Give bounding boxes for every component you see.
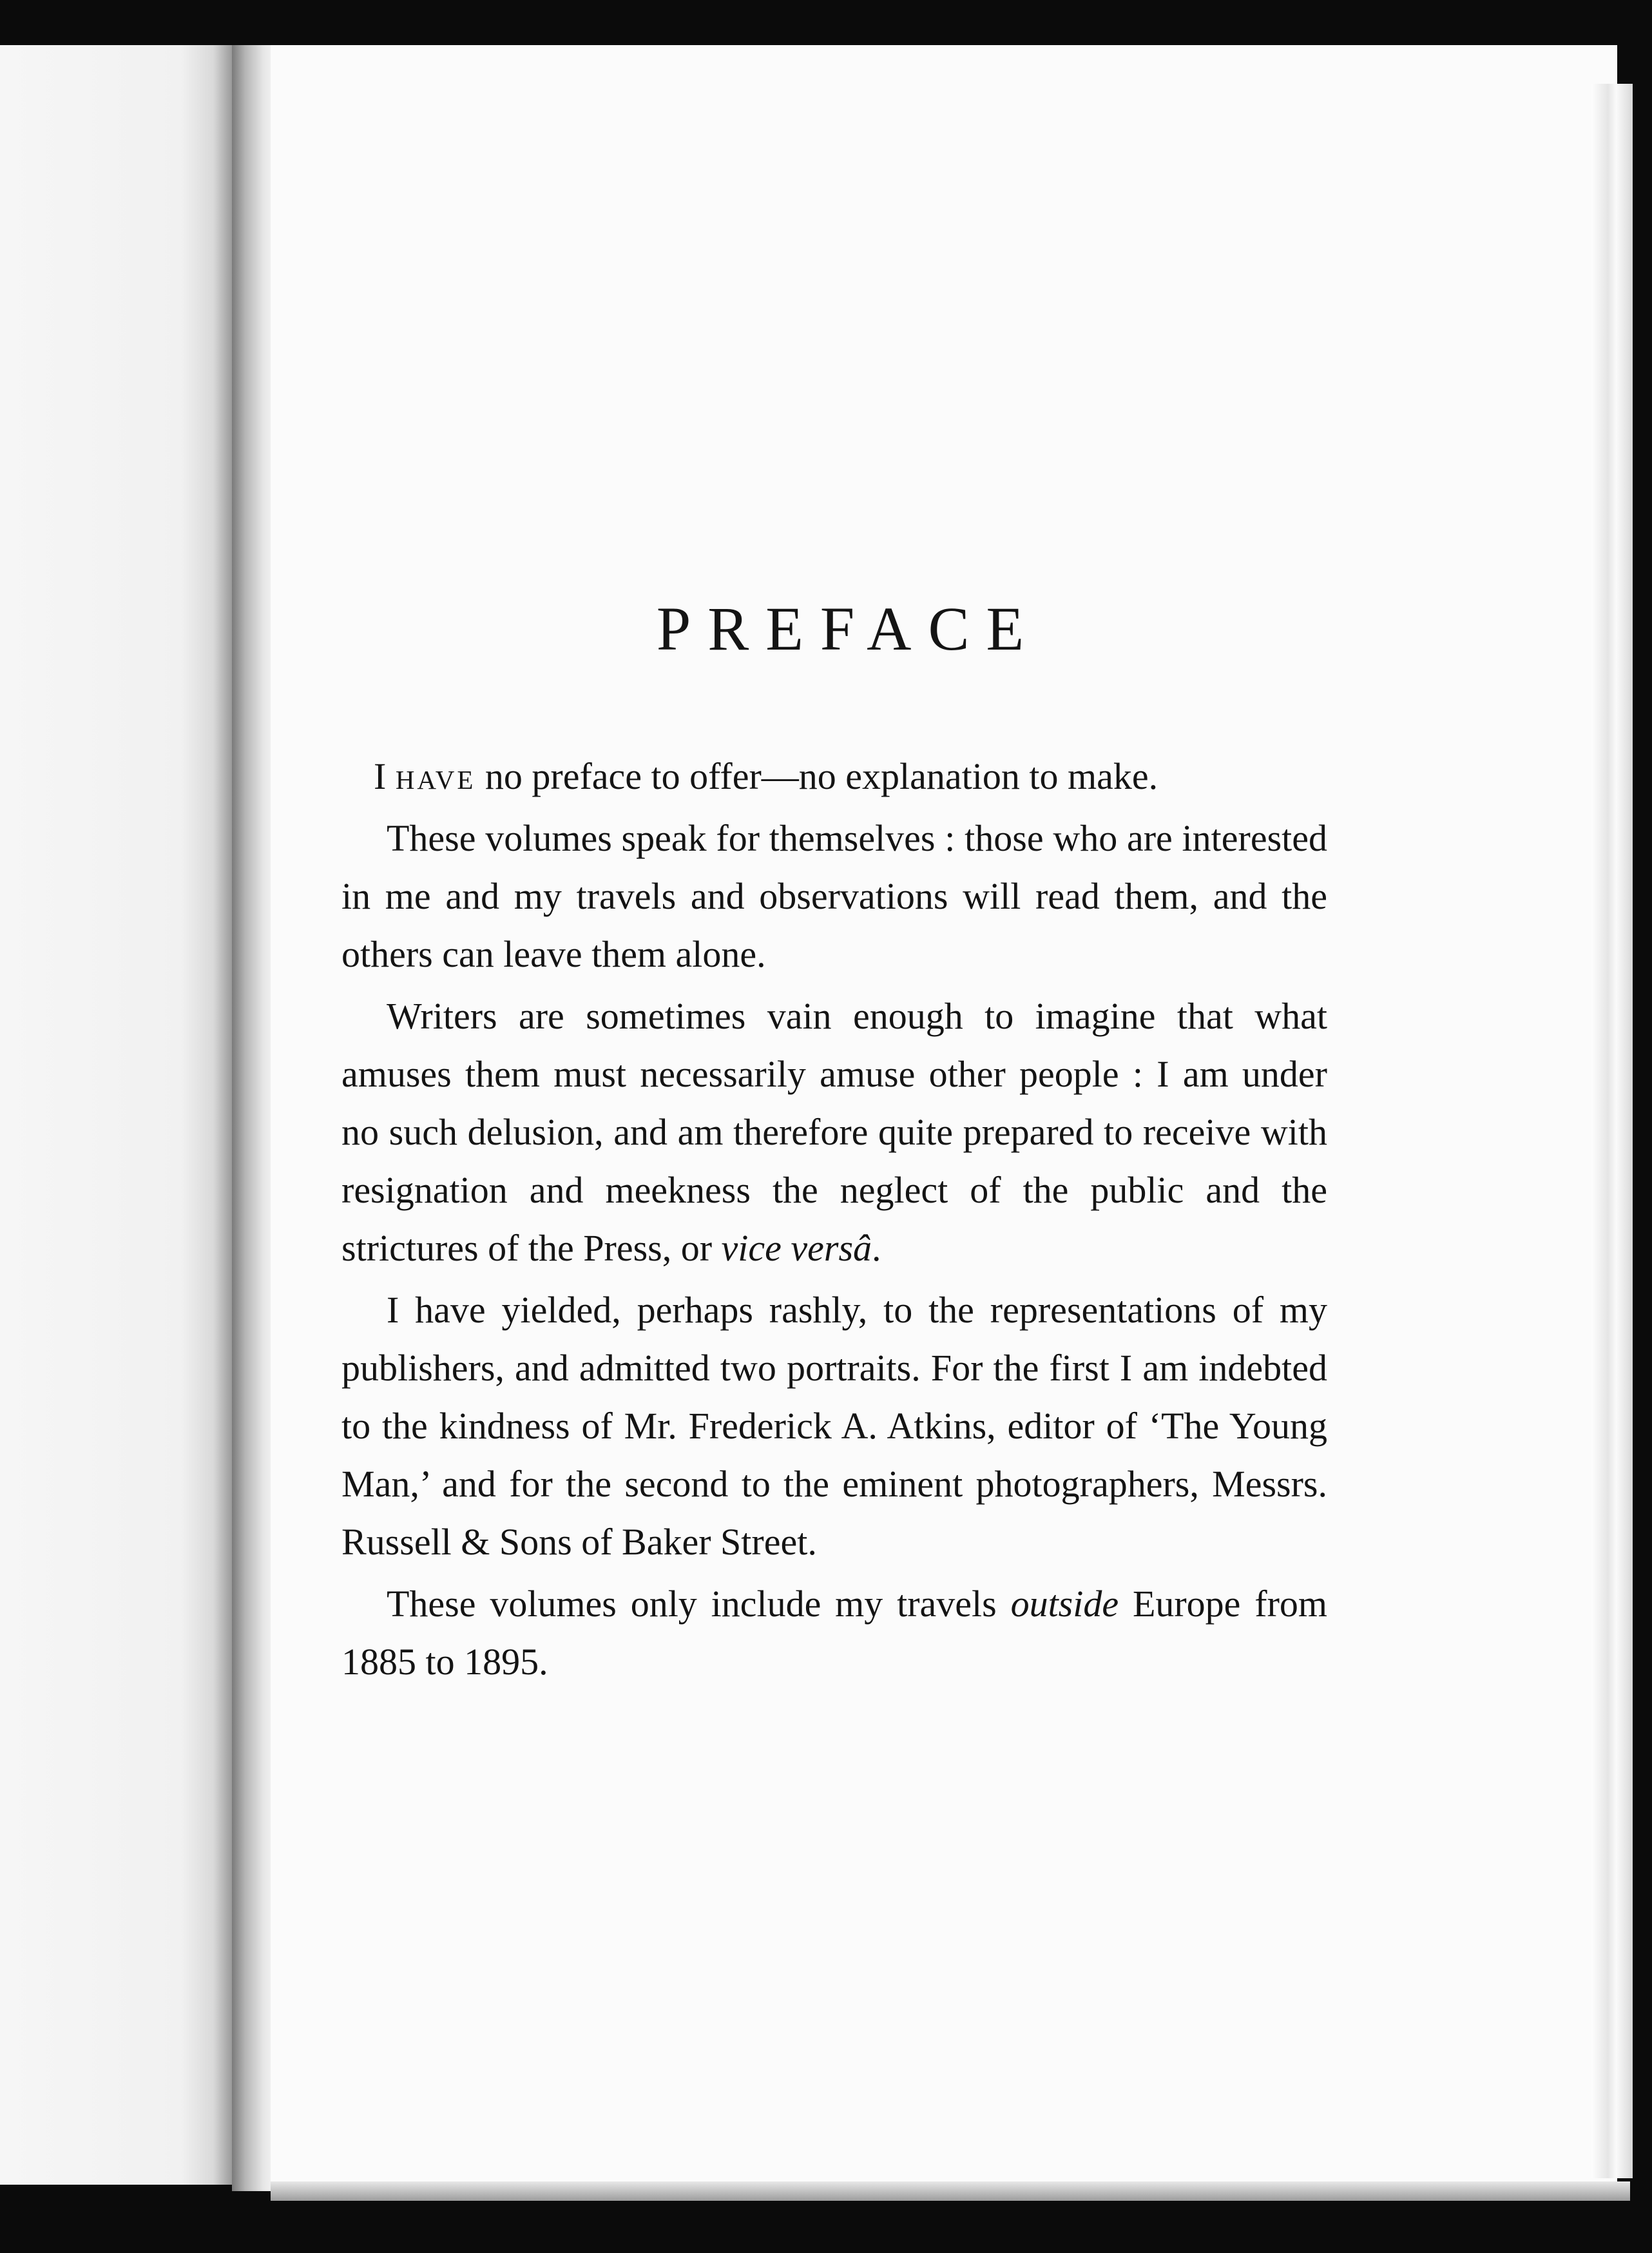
paragraph-1 (341, 748, 1327, 806)
paragraph-3-text-after: . (872, 1227, 881, 1269)
paragraph-5-text-before: These volumes only include my travels (387, 1583, 1011, 1625)
previous-page-edge (0, 45, 232, 2185)
paragraph-3-text-before: Writers are sometimes vain enough to imagine that what amuses them must necessarily amuse other people : I am under no such delusion, and am therefore quite prepared to receive with resignation and meekness the neglect of the public and the strictures of the Press, or (341, 995, 1327, 1269)
paragraph-3 (341, 987, 1327, 1277)
page-edge-bottom (271, 2181, 1630, 2201)
preface-body (341, 748, 1327, 1691)
paragraph-5-italic: outside (1010, 1583, 1119, 1625)
page-title: PREFACE (656, 594, 1041, 663)
paragraph-4-text: I have yielded, perhaps rashly, to the representations of my publishers, and admitted two portraits. For the first I am indebted to the kindness of Mr. Frederick A. Atkins, editor of ‘The Young Man,’ and for the second to the eminent photographers, Messrs. Russell & Sons of Baker Street. (341, 1289, 1327, 1563)
paragraph-5 (341, 1575, 1327, 1691)
paragraph-1-lead: I (374, 755, 396, 797)
paragraph-2-text: These volumes speak for themselves : those who are interested in me and my travels and observations will read them, and the others can leave them alone. (341, 817, 1327, 975)
paragraph-5-text-after: Europe from 1885 to 1895. (341, 1583, 1327, 1683)
paragraph-2 (341, 809, 1327, 983)
page-edge-right (1591, 84, 1633, 2178)
paragraph-1-text: no preface to offer—no explanation to make. (475, 755, 1158, 797)
paragraph-3-italic: vice versâ (721, 1227, 872, 1269)
paragraph-1-lead-caps: have (395, 755, 476, 797)
paragraph-4 (341, 1281, 1327, 1571)
